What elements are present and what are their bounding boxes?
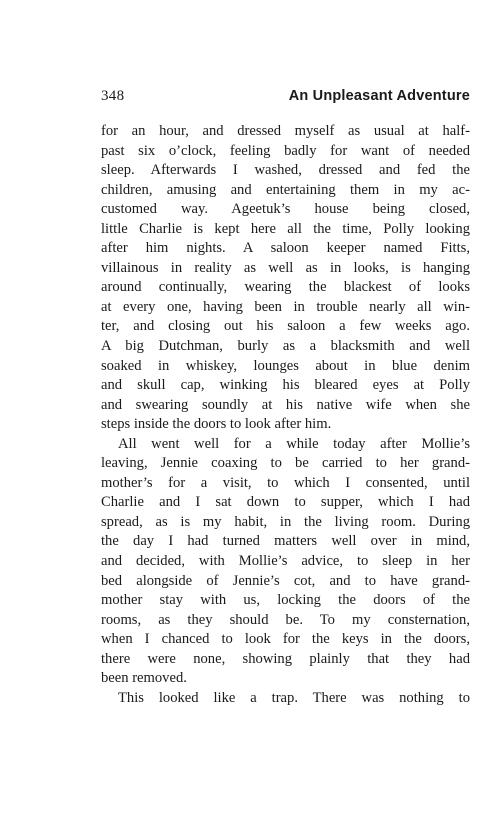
- text-line: and decided, with Mollie’s advice, to sleep in her: [101, 553, 470, 570]
- text-line: A big Dutchman, burly as a blacksmith and well: [101, 338, 470, 355]
- text-line: customed way. Ageetuk’s house being closed,: [101, 201, 470, 218]
- text-line: ter, and closing out his saloon a few weeks ago.: [101, 318, 470, 335]
- text-line: spread, as is my habit, in the living room. During: [101, 513, 470, 530]
- text-line: sleep. Afterwards I washed, dressed and fed the: [101, 162, 470, 179]
- text-line: rooms, as they should be. To my consternation,: [101, 611, 470, 628]
- text-line: there were none, showing plainly that they had: [101, 650, 470, 667]
- text-line: All went well for a while today after Mollie’s: [118, 435, 470, 452]
- text-line: villainous in reality as well as in looks, is hanging: [101, 259, 470, 276]
- text-line: been removed.: [101, 670, 187, 687]
- page-number: 348: [101, 88, 125, 104]
- paragraph-1: [101, 122, 470, 435]
- paragraph-2: [101, 435, 470, 689]
- text-line: and swearing soundly at his native wife when she: [101, 396, 470, 413]
- text-line: mother stay with us, locking the doors of the: [101, 592, 470, 609]
- text-line: leaving, Jennie coaxing to be carried to her grand-: [101, 455, 470, 472]
- text-line: Charlie and I sat down to supper, which I had: [101, 494, 470, 511]
- text-line: for an hour, and dressed myself as usual at half-: [101, 123, 470, 139]
- chapter-title: An Unpleasant Adventure: [288, 88, 470, 104]
- text-line: mother’s for a visit, to which I consented, until: [101, 474, 470, 491]
- running-head: [101, 84, 470, 108]
- text-line: soaked in whiskey, lounges about in blue denim: [101, 357, 470, 374]
- text-line: when I chanced to look for the keys in the doors,: [101, 631, 470, 648]
- text-line: around continually, wearing the blackest of looks: [101, 279, 470, 296]
- text-line: little Charlie is kept here all the time, Polly looking: [101, 220, 470, 237]
- text-line: children, amusing and entertaining them in my ac-: [101, 181, 470, 198]
- text-line: at every one, having been in trouble nearly all win-: [101, 298, 470, 315]
- text-line: after him nights. A saloon keeper named Fitts,: [101, 240, 470, 257]
- text-line: steps inside the doors to look after him.: [101, 416, 332, 433]
- text-line: and skull cap, winking his bleared eyes at Polly: [101, 377, 470, 394]
- text-line: This looked like a trap. There was nothing to: [118, 689, 470, 706]
- paragraph-3: [101, 689, 470, 709]
- book-page: [101, 84, 470, 708]
- text-line: bed alongside of Jennie’s cot, and to have grand-: [101, 572, 470, 589]
- text-line: the day I had turned matters well over in mind,: [101, 533, 470, 550]
- body-text: [101, 122, 470, 708]
- text-line: past six o’clock, feeling badly for want of needed: [101, 142, 470, 159]
